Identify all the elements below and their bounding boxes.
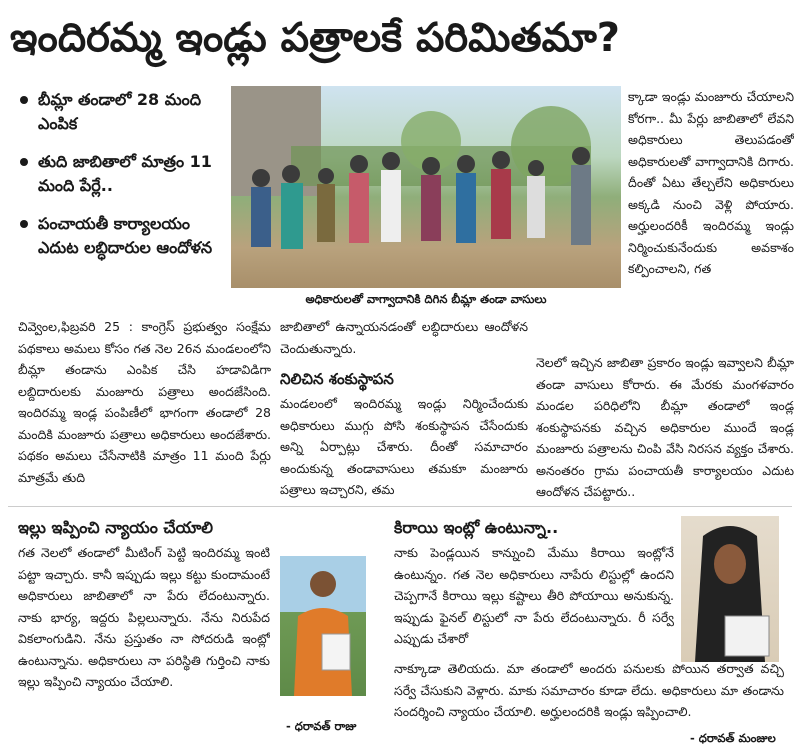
middle-intro: జాబితాలో ఉన్నాయనడంతో లబ్ధిదారులు ఆందోళన చెందుతున్నారు. <box>280 319 528 356</box>
left-quote-body: గత నెలలో తండాలో మీటింగ్ పెట్టి ఇందిరమ్మ ఇంటి పట్టా ఇచ్చారు. కానీ ఇప్పుడు ఇల్లు కట్టు కుందామంటే అధికారులు జాబితాలో నా పేరు లేదంటున్నారు. నాకు భార్య, ఇద్దరు పిల్లలున్నారు. నేను నిరుపేద వికలాంగుడిని. నేను ప్రస్తుతం నా సోదరుడి ఇంట్లో ఉంటున్నాను. అధికారులు నా పరిస్థితి గుర్తించి నాకు ఇల్లు ఇప్పించి న్యాయం చేయాలి. <box>18 545 270 689</box>
middle-body: మండలంలో ఇందిరమ్మ ఇండ్లు నిర్మించేందుకు అధికారులు ముగ్గు పోసి శంకుస్థాపన చేసేందుకు అన్ని ఏర్పాట్లు చేశారు. దీంతో సమాచారం అందుకున్న తండావాసులు తమకూ మంజూరు పత్రాలు ఇచ్చారని, తమ <box>280 396 528 497</box>
photo-dharavath-raju <box>280 556 366 696</box>
person-illustration <box>280 556 366 696</box>
article-dateline-paragraph: చివ్వెంల,ఫిబ్రవరి 25 : కాంగ్రెస్ ప్రభుత్వం సంక్షేమ పథకాలు అమలు కోసం గత నెల 26న మండలంలోని బీమ్లా తండాను ఎంపిక చేసి హడావిడిగా లబ్దిదారులకు మంజూరు పత్రాలు అందజేసింది. ఇందిరమ్మ ఇండ్ల పంపిణీలో భాగంగా తండాలో 28 మందికి మంజూరు పత్రాలు అధికారులు అందజేశారు. పథకం అమలు చేసేనాటికి మాత్రం 11 మంది పేర్లు మాత్రమే తుది <box>18 319 271 485</box>
right-quote-body-part2: నాక్కూడా తెలియదు. మా తండాలో అందరు పనులకు పోయిన తర్వాత వచ్చి సర్వే చేసుకుని వెళ్లారు. మాకు సమాచారం కూడా లేదు. అధికారులు మా తండాను సందర్శించి న్యాయం చేయాలి. అర్హులందరికి ఇండ్లు ఇప్పించాలి. <box>394 661 784 719</box>
photo-caption: అధికారులతో వాగ్వాదానికి దిగిన బీమ్లా తండా వాసులు <box>305 292 547 306</box>
section-divider <box>8 506 792 507</box>
subheading: నిలిచిన శంకుస్థాపన <box>280 370 394 388</box>
right-quote-heading: కిరాయి ఇంట్లో ఉంటున్నా.. <box>394 518 559 537</box>
highlights-list <box>18 88 223 274</box>
left-quote-heading: ఇల్లు ఇప్పించి న్యాయం చేయాలి <box>18 518 214 537</box>
main-news-photo <box>231 86 621 288</box>
article-column-right-top: క్కాడా ఇండ్లు మంజూరు చేయాలని కోరగా.. మీ పేర్లు జాబితాలో లేవని అధికారులు తెలుపడంతో అధికారులతో వాగ్వాదానికి దిగారు. దీంతో ఏటు తేల్చలేని అధికారులు అక్కడి నుంచి వెళ్లి పోయారు. అర్హులందరికీ ఇందిరమ్మ ఇండ్లు నిర్మించుకునేందుకు అవకాశం కల్పించాలని, గత <box>628 89 794 276</box>
person-illustration <box>681 516 779 662</box>
headline: ఇందిరమ్మ ఇండ్లు పత్రాలకే పరిమితమా? <box>10 15 620 61</box>
crowd-illustration <box>231 86 621 288</box>
photo-dharavath-manjula <box>681 516 779 662</box>
right-quote-body-part1: నాకు పెండ్లయిన కాన్నుంచి మేము కిరాయి ఇంట్లోనే ఉంటున్నం. గత నెల అధికారులు నాపేరు లిస్టుల్లో ఉందని చెప్పగానే కిరాయి ఇల్లు కష్టాలు తీరి పోయాయి అనుకున్న. ఇప్పుడు ఫైనల్ లిస్టులో నా పేరు లేదంటున్నారు. రీ సర్వే ఎప్పుడు చేశారో <box>394 545 674 646</box>
left-quote-byline: - ధరావత్ రాజు <box>286 719 357 733</box>
highlight-item: పంచాయతీ కార్యాలయం ఎదుట లబ్ధిదారుల ఆందోళన <box>18 212 223 260</box>
article-column-right: నెలలో ఇచ్చిన జాబితా ప్రకారం ఇండ్లు ఇవ్వాలని బీమ్లా తండా వాసులు కోరారు. ఈ మేరకు మంగళవారం మండల పరిధిలోని బీమ్లా తండాలో ఇండ్ల శంకుస్థాపనకు వచ్చిన అధికారుల ముందే ఇండ్ల మంజూరు పత్రాలను చింపి వేసి నిరసన వ్యక్తం చేశారు. అనంతరం గ్రామ పంచాయతీ కార్యాలయం ఎదుట ఆందోళన చేపట్టారు.. <box>536 355 794 499</box>
right-quote-byline: - ధరావత్ మంజుల <box>690 731 776 745</box>
article-column-middle <box>280 316 528 506</box>
highlight-item: బీమ్లా తండాలో 28 మంది ఎంపిక <box>18 88 223 136</box>
highlight-item: తుది జాబితాలో మాత్రం 11 మంది పేర్లే.. <box>18 150 223 198</box>
